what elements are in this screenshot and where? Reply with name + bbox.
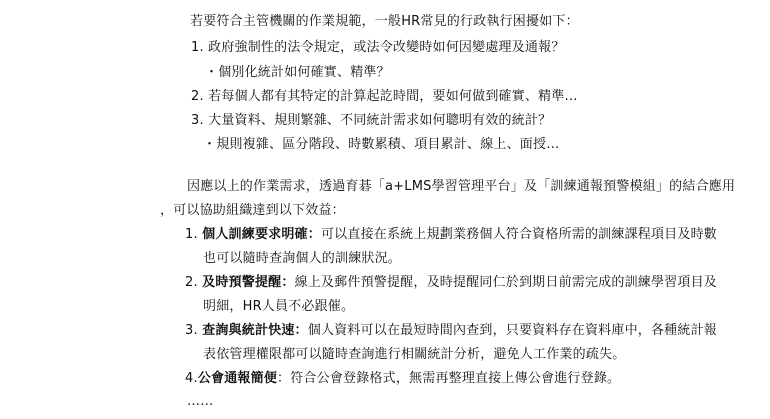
list-item: ・個別化統計如何確實、精準？ [205, 65, 390, 80]
list-item: 2. 若每個人都有其特定的計算起訖時間，要如何做到確實、精準… [191, 89, 578, 104]
benefit-text: 個人資料可以在最短時間內查到，只要資料存在資料庫中，各種統計報 [307, 323, 717, 338]
section2-intro-line2: ，可以協助組織達到以下效益： [160, 203, 345, 218]
benefit-item-1 [185, 226, 717, 244]
list-item: 3. 大量資料、規則繁雜、不同統計需求如何聰明有效的統計？ [191, 113, 552, 128]
benefit-text-continued: 表依管理權限都可以隨時查詢進行相關統計分析，避免人工作業的疏失。 [203, 347, 626, 362]
benefit-text: 線上及郵件預警提醒，及時提醒同仁於到期日前需完成的訓練學習項目及 [294, 275, 717, 290]
benefit-number: 2. [185, 275, 198, 290]
section1-intro: 若要符合主管機關的作業規範，一般HR常見的行政執行困擾如下： [190, 14, 579, 29]
ellipsis: …… [187, 394, 214, 409]
benefit-item-3 [185, 322, 717, 340]
list-item: 1. 政府強制性的法令規定，或法令改變時如何因變處理及通報？ [191, 40, 565, 55]
benefit-number: 1. [185, 227, 198, 242]
benefit-item-4 [185, 370, 620, 388]
benefit-item-2 [185, 274, 717, 292]
benefit-text-continued: 明細，HR人員不必跟催。 [203, 299, 355, 314]
benefit-title: 及時預警提醒： [202, 275, 295, 290]
list-item: ・規則複雜、區分階段、時數累積、項目累計、線上、面授… [203, 137, 560, 152]
benefit-number: 4. [185, 371, 198, 386]
benefit-text: ：符合公會登錄格式，無需再整理直接上傳公會進行登錄。 [277, 371, 621, 386]
benefit-title: 個人訓練要求明確： [202, 227, 321, 242]
benefit-text: 可以直接在系統上規劃業務個人符合資格所需的訓練課程項目及時數 [320, 227, 717, 242]
benefit-text-continued: 也可以隨時查詢個人的訓練狀況。 [203, 251, 402, 266]
benefit-number: 3. [185, 323, 198, 338]
section2-intro-line1: 因應以上的作業需求，透過育碁「a+LMS學習管理平台」及「訓練通報預警模組」的結合應用 [187, 179, 736, 194]
benefit-title: 查詢與統計快速： [202, 323, 308, 338]
benefit-title: 公會通報簡便 [197, 371, 278, 386]
